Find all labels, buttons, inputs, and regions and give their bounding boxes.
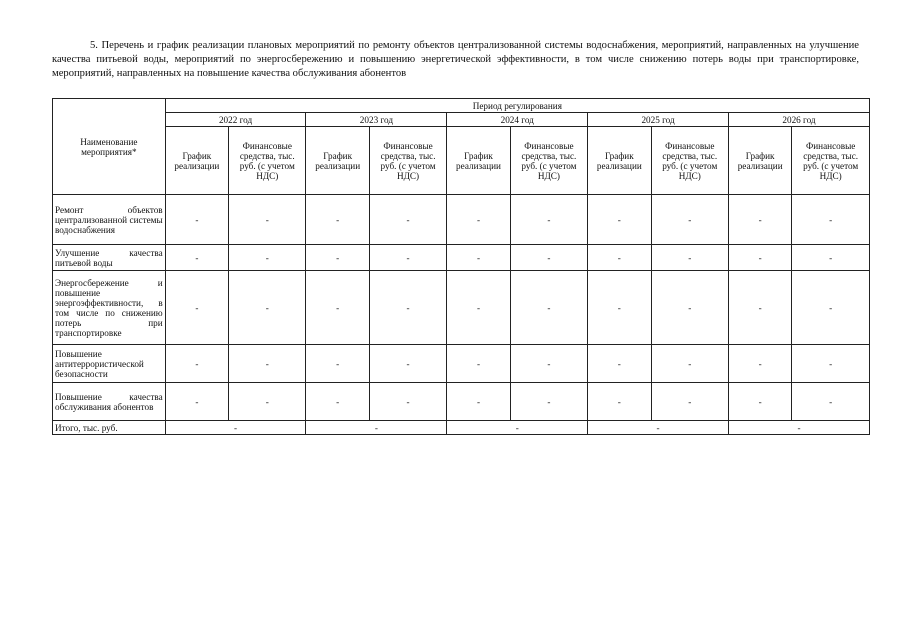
schedule-subheader: График реализации bbox=[588, 127, 651, 195]
finance-cell: - bbox=[510, 345, 587, 383]
finance-cell: - bbox=[229, 245, 306, 271]
finance-cell: - bbox=[369, 245, 446, 271]
finance-cell: - bbox=[369, 195, 446, 245]
total-cell: - bbox=[588, 421, 729, 435]
year-header: 2026 год bbox=[728, 113, 869, 127]
finance-cell: - bbox=[792, 345, 870, 383]
activities-table bbox=[52, 98, 870, 435]
finance-subheader: Финансовые средства, тыс. руб. (с учетом НДС) bbox=[229, 127, 306, 195]
finance-cell: - bbox=[651, 245, 728, 271]
activity-name: Повышение качества обслуживания абонентов bbox=[53, 383, 166, 421]
year-header: 2025 год bbox=[588, 113, 729, 127]
finance-cell: - bbox=[651, 195, 728, 245]
table-row bbox=[53, 195, 870, 245]
activity-name: Ремонт объектов централизованной системы водоснабжения bbox=[53, 195, 166, 245]
total-row bbox=[53, 421, 870, 435]
schedule-cell: - bbox=[306, 245, 369, 271]
schedule-cell: - bbox=[306, 195, 369, 245]
schedule-cell: - bbox=[588, 271, 651, 345]
schedule-cell: - bbox=[306, 271, 369, 345]
table-row bbox=[53, 245, 870, 271]
schedule-cell: - bbox=[306, 345, 369, 383]
schedule-cell: - bbox=[728, 271, 791, 345]
year-header: 2023 год bbox=[306, 113, 447, 127]
schedule-cell: - bbox=[728, 383, 791, 421]
finance-cell: - bbox=[792, 271, 870, 345]
schedule-cell: - bbox=[165, 195, 228, 245]
schedule-cell: - bbox=[588, 245, 651, 271]
finance-cell: - bbox=[510, 195, 587, 245]
finance-cell: - bbox=[792, 245, 870, 271]
schedule-cell: - bbox=[447, 271, 510, 345]
finance-cell: - bbox=[369, 271, 446, 345]
schedule-cell: - bbox=[728, 245, 791, 271]
total-label: Итого, тыс. руб. bbox=[53, 421, 166, 435]
finance-subheader: Финансовые средства, тыс. руб. (с учетом НДС) bbox=[369, 127, 446, 195]
finance-cell: - bbox=[792, 195, 870, 245]
schedule-cell: - bbox=[447, 195, 510, 245]
finance-cell: - bbox=[229, 345, 306, 383]
schedule-subheader: График реализации bbox=[447, 127, 510, 195]
schedule-cell: - bbox=[588, 383, 651, 421]
section-heading: 5. Перечень и график реализации плановых мероприятий по ремонту объектов централизованной системы водоснабжения, мероприятий, направленных на улучшение качества питьевой воды, мероприятий по энергосбережению и повышению энергетической эффективности, в том числе снижению потерь воды при транспортировке, мероприятий, направленных на повышение качества обслуживания абонентов bbox=[52, 40, 859, 79]
schedule-cell: - bbox=[728, 345, 791, 383]
activity-name: Повышение антитеррористической безопасности bbox=[53, 345, 166, 383]
finance-cell: - bbox=[651, 271, 728, 345]
activity-name: Улучшение качества питьевой воды bbox=[53, 245, 166, 271]
finance-cell: - bbox=[229, 271, 306, 345]
schedule-cell: - bbox=[165, 271, 228, 345]
table-row bbox=[53, 271, 870, 345]
schedule-cell: - bbox=[447, 345, 510, 383]
table-row bbox=[53, 345, 870, 383]
schedule-cell: - bbox=[447, 383, 510, 421]
finance-cell: - bbox=[792, 383, 870, 421]
finance-subheader: Финансовые средства, тыс. руб. (с учетом НДС) bbox=[792, 127, 870, 195]
schedule-cell: - bbox=[165, 245, 228, 271]
schedule-cell: - bbox=[447, 245, 510, 271]
year-header: 2022 год bbox=[165, 113, 306, 127]
schedule-cell: - bbox=[588, 195, 651, 245]
total-cell: - bbox=[447, 421, 588, 435]
table-row bbox=[53, 383, 870, 421]
finance-subheader: Финансовые средства, тыс. руб. (с учетом НДС) bbox=[651, 127, 728, 195]
finance-cell: - bbox=[510, 245, 587, 271]
year-header: 2024 год bbox=[447, 113, 588, 127]
finance-cell: - bbox=[651, 345, 728, 383]
finance-cell: - bbox=[651, 383, 728, 421]
finance-cell: - bbox=[369, 383, 446, 421]
finance-cell: - bbox=[229, 383, 306, 421]
schedule-cell: - bbox=[165, 383, 228, 421]
total-cell: - bbox=[165, 421, 306, 435]
activity-name: Энергосбережение и повышение энергоэффективности, в том числе по снижению потерь при транспортировке bbox=[53, 271, 166, 345]
schedule-cell: - bbox=[165, 345, 228, 383]
schedule-cell: - bbox=[306, 383, 369, 421]
name-column-header: Наименование мероприятия* bbox=[53, 99, 166, 195]
total-cell: - bbox=[306, 421, 447, 435]
finance-subheader: Финансовые средства, тыс. руб. (с учетом НДС) bbox=[510, 127, 587, 195]
schedule-cell: - bbox=[588, 345, 651, 383]
total-cell: - bbox=[728, 421, 869, 435]
schedule-cell: - bbox=[728, 195, 791, 245]
schedule-subheader: График реализации bbox=[728, 127, 791, 195]
period-header: Период регулирования bbox=[165, 99, 869, 113]
schedule-subheader: График реализации bbox=[165, 127, 228, 195]
finance-cell: - bbox=[369, 345, 446, 383]
finance-cell: - bbox=[229, 195, 306, 245]
schedule-subheader: График реализации bbox=[306, 127, 369, 195]
finance-cell: - bbox=[510, 271, 587, 345]
finance-cell: - bbox=[510, 383, 587, 421]
